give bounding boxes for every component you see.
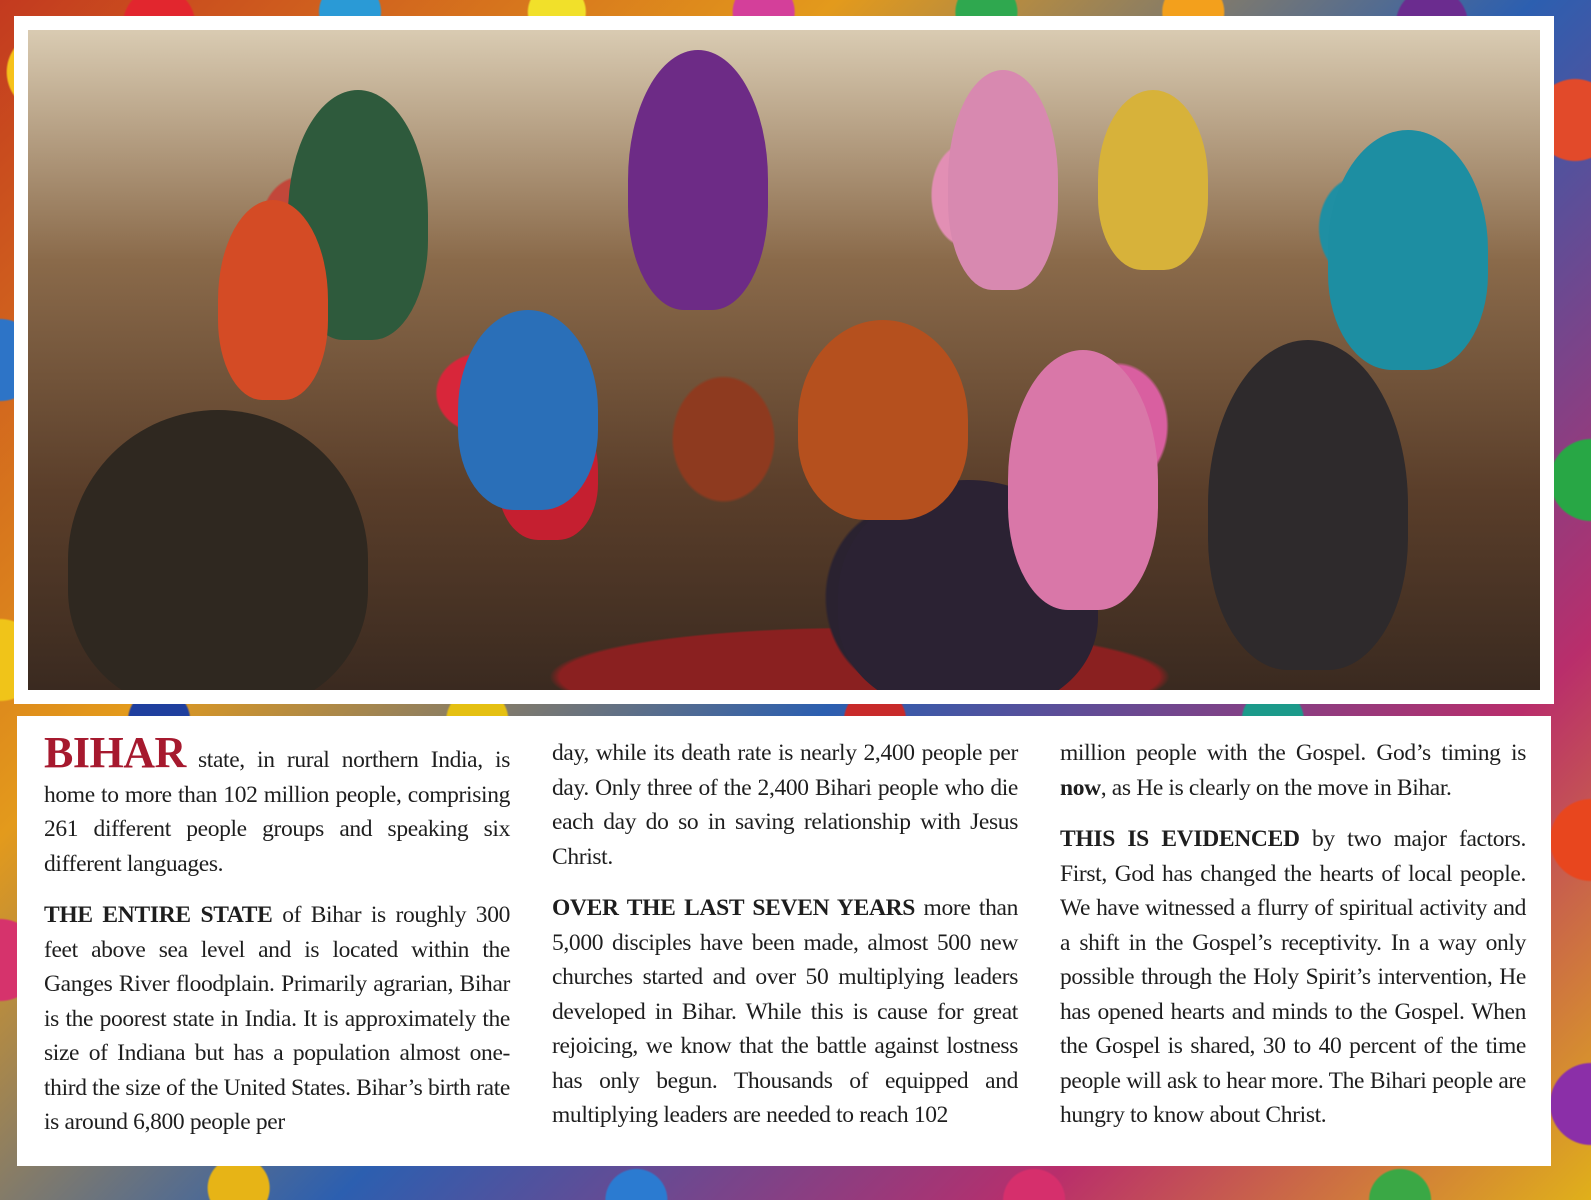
photo-figure-woman-orange [798,320,968,520]
paragraph-death-rate [552,736,1018,874]
dropcap-bihar: BIHAR [44,728,186,777]
paragraph-evidenced-text: by two major factors. First, God has changed the hearts of local people. We have witnessed a flurry of spiritual activity and a shift in the Gospel’s receptivity. In a way only possible through the Holy Spirit’s intervention, He has opened hearts and minds to the Gospel. When the Gospel is shared, 30 to 40 percent of the time people will ask to hear more. The Bihari people are hungry to know about Christ. [1060,826,1526,1128]
photo-figure-woman-dark [1208,340,1408,670]
paragraph-gods-timing-text-a: million people with the Gospel. God’s timing is [1060,740,1526,766]
paragraph-intro [44,728,510,881]
lead-in-entire-state: THE ENTIRE STATE [44,902,273,928]
lead-in-seven-years: OVER THE LAST SEVEN YEARS [552,895,916,921]
article-column-3 [1060,736,1526,1150]
photo-figure-woman-pink [1008,350,1158,610]
photo-figure-woman-blue [458,310,598,510]
paragraph-intro-text: state, in rural northern India, is home to more than 102 million people, comprising 261 different people groups and speaking six different languages. [44,747,510,877]
paragraph-death-rate-text: day, while its death rate is nearly 2,400 people per day. Only three of the 2,400 Bihari people who die each day do so in saving relationship with Jesus Christ. [552,740,1018,870]
photo-figure-boy-pink [948,70,1058,290]
photo-frame [14,16,1554,704]
paragraph-gods-timing-text-b: , as He is clearly on the move in Bihar. [1100,774,1452,801]
paragraph-entire-state [44,898,510,1140]
paragraph-entire-state-text: of Bihar is roughly 300 feet above sea level and is located within the Ganges River floodplain. Primarily agrarian, Bihar is the poorest state in India. It is approximately the size of Indiana but has a population almost one-third the size of the United States. Bihar’s birth rate is around 6,800 people per [44,902,510,1135]
photo-figure-woman-teal [1328,130,1488,370]
paragraph-gods-timing [1060,736,1526,805]
emphasis-now: now [1060,774,1101,801]
paragraph-evidenced [1060,822,1526,1133]
article-column-2 [552,736,1018,1150]
photo-figure-woman-purple [628,50,768,310]
article-column-1 [44,728,510,1157]
photo-figure-girl-yellow [1098,90,1208,270]
crowd-photo [28,30,1540,690]
photo-figure-man-left [68,410,368,690]
lead-in-evidenced: THIS IS EVIDENCED [1060,826,1300,852]
photo-figure-child-orange [218,200,328,400]
article-text-panel [17,716,1551,1166]
paragraph-seven-years-text: more than 5,000 disciples have been made, almost 500 new churches started and over 50 multiplying leaders developed in Bihar. While this is cause for great rejoicing, we know that the battle against lostness has only begun. Thousands of equipped and multiplying leaders are needed to reach 102 [552,895,1018,1128]
paragraph-seven-years [552,891,1018,1133]
